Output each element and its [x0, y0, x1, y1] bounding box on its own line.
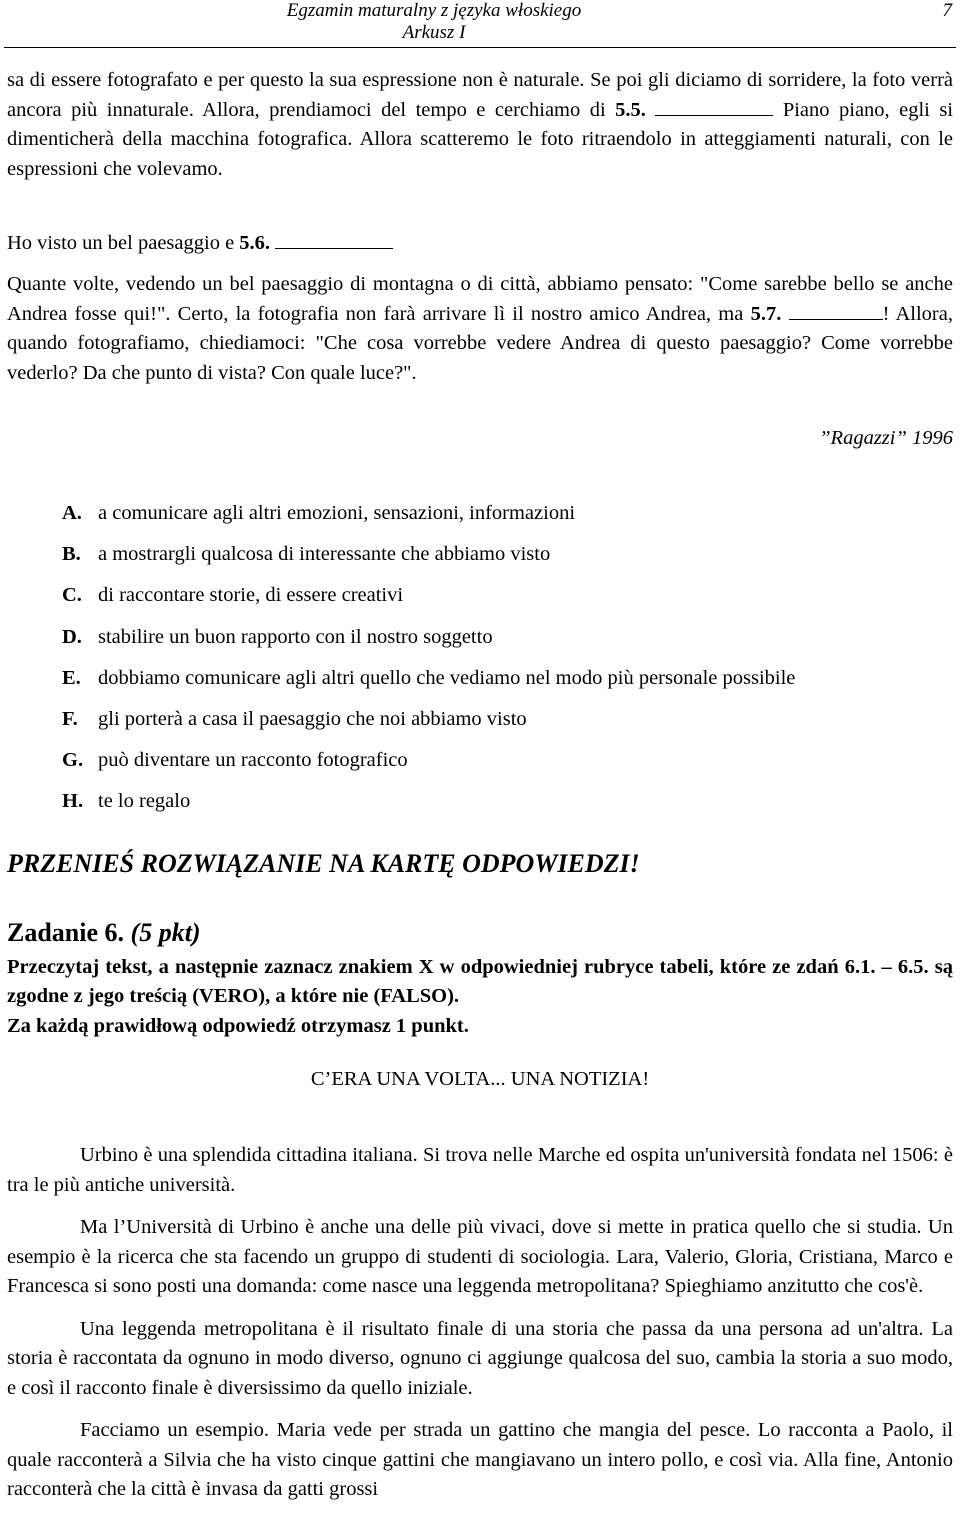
option-e	[62, 661, 795, 702]
story-title: C’ERA UNA VOLTA... UNA NOTIZIA!	[310, 1068, 650, 1090]
task-instruction-1: Przeczytaj tekst, a następnie zaznacz znakiem X w odpowiedniej rubryce tabeli, które ze zdań 6.1. – 6.5. są zgodne z jego treścią (VERO), a które nie (FALSO).	[7, 956, 953, 1008]
task-instruction-2: Za każdą prawidłową odpowiedź otrzymasz 1 punkt.	[7, 1014, 469, 1037]
passage-paragraph-3	[7, 270, 953, 388]
header-exam-name: Egzamin maturalny z języka włoskiego	[286, 0, 582, 21]
option-letter: G.	[62, 749, 84, 772]
option-letter: A.	[62, 502, 82, 524]
passage-text: Piano piano, egli si dimenticherà della macchina fotografica. Allora scatteremo le foto ritraendolo in atteggiamenti naturali, con le espressioni che volevamo.	[7, 98, 954, 180]
header-title	[234, 0, 634, 44]
option-b	[62, 537, 795, 578]
option-text: gli porterà a casa il paesaggio che noi abbiamo visto	[98, 707, 527, 730]
option-text: dobbiamo comunicare agli altri quello che vediamo nel modo più personale possibile	[98, 666, 796, 689]
passage-text: Ho visto un bel paesaggio e	[7, 232, 240, 254]
gap-5-7-label: 5.7.	[750, 302, 782, 325]
option-c	[62, 578, 795, 619]
option-text: a mostrargli qualcosa di interessante che abbiamo visto	[98, 543, 551, 566]
passage-text: Quante volte, vedendo un bel paesaggio di montagna o di città, abbiamo pensato: "Come sarebbe bello se anche Andrea fosse qui!". Certo, la fotografia non farà arrivare lì il nostro amico Andrea, ma	[7, 273, 953, 325]
option-text: a comunicare agli altri emozioni, sensazioni, informazioni	[98, 502, 576, 524]
option-letter: E.	[62, 666, 81, 689]
option-f	[62, 702, 795, 743]
task-instructions	[7, 953, 953, 1041]
option-a	[62, 496, 795, 537]
task-heading	[7, 918, 201, 948]
task-title: Zadanie 6.	[7, 918, 125, 947]
gap-5-5-blank	[655, 101, 773, 116]
option-text: stabilire un buon rapporto con il nostro soggetto	[98, 625, 493, 648]
gap-5-6-label: 5.6.	[239, 232, 271, 254]
task-points: (5 pkt)	[130, 918, 201, 947]
page-number: 7	[942, 0, 952, 21]
option-d	[62, 620, 795, 661]
option-letter: C.	[62, 584, 82, 607]
gap-5-5-label: 5.5.	[615, 98, 646, 121]
passage-paragraph-1	[7, 66, 953, 184]
gap-5-6-blank	[275, 234, 393, 249]
option-h	[62, 784, 795, 825]
story-paragraph: Urbino è una splendida cittadina italiana. Si trova nelle Marche ed ospita un'università fondata nel 1506: è tra le più antiche università.	[7, 1144, 953, 1196]
option-letter: B.	[62, 543, 81, 566]
story-paragraph: Facciamo un esempio. Maria vede per strada un gattino che mangia del pesce. Lo racconta a Paolo, il quale racconterà a Silvia che ha visto cinque gattini che mangiavano un intero pollo, e così via. Alla fine, Antonio racconterà che la città è invasa da gatti grossi	[7, 1419, 953, 1500]
passage-text: ! Allora, quando fotografiamo, chiediamoci: "Che cosa vorrebbe vedere Andrea di questo paesaggio? Come vorrebbe vederlo? Da che punto di vista? Con quale luce?".	[7, 302, 953, 384]
passage-text: sa di essere fotografato e per questo la sua espressione non è naturale. Se poi gli diciamo di sorridere, la foto verrà ancora più innaturale. Allora, prendiamoci del tempo e cerchiamo di	[7, 69, 953, 121]
passage-paragraph-2	[7, 229, 953, 259]
passage-source: ”Ragazzi” 1996	[819, 427, 953, 449]
answer-options	[62, 496, 795, 826]
option-letter: F.	[62, 707, 78, 730]
transfer-answers-banner: PRZENIEŚ ROZWIĄZANIE NA KARTĘ ODPOWIEDZI!	[7, 849, 640, 878]
header-divider	[4, 47, 956, 48]
option-text: può diventare un racconto fotografico	[98, 749, 408, 772]
gap-5-7-blank	[789, 305, 883, 320]
option-text: di raccontare storie, di essere creativi	[98, 584, 404, 607]
option-letter: H.	[62, 790, 84, 813]
option-g	[62, 743, 795, 784]
option-text: te lo regalo	[98, 790, 191, 813]
story-text	[7, 1141, 953, 1518]
story-paragraph: Ma l’Università di Urbino è anche una delle più vivaci, dove si mette in pratica quello che si studia. Un esempio è la ricerca che sta facendo un gruppo di studenti di sociologia. Lara, Valerio, Gloria, Cristiana, Marco e Francesca si sono posti una domanda: come nasce una leggenda metropolitana? Spieghiamo anzitutto che cos'è.	[7, 1216, 953, 1297]
option-letter: D.	[62, 625, 82, 648]
story-paragraph: Una leggenda metropolitana è il risultato finale di una storia che passa da una persona ad un'altra. La storia è raccontata da ognuno in modo diverso, ognuno ci aggiunge qualcosa del suo, cambia la storia a suo modo, e così il racconto finale è diversissimo da quello iniziale.	[7, 1317, 953, 1399]
header-sheet: Arkusz I	[402, 22, 466, 43]
